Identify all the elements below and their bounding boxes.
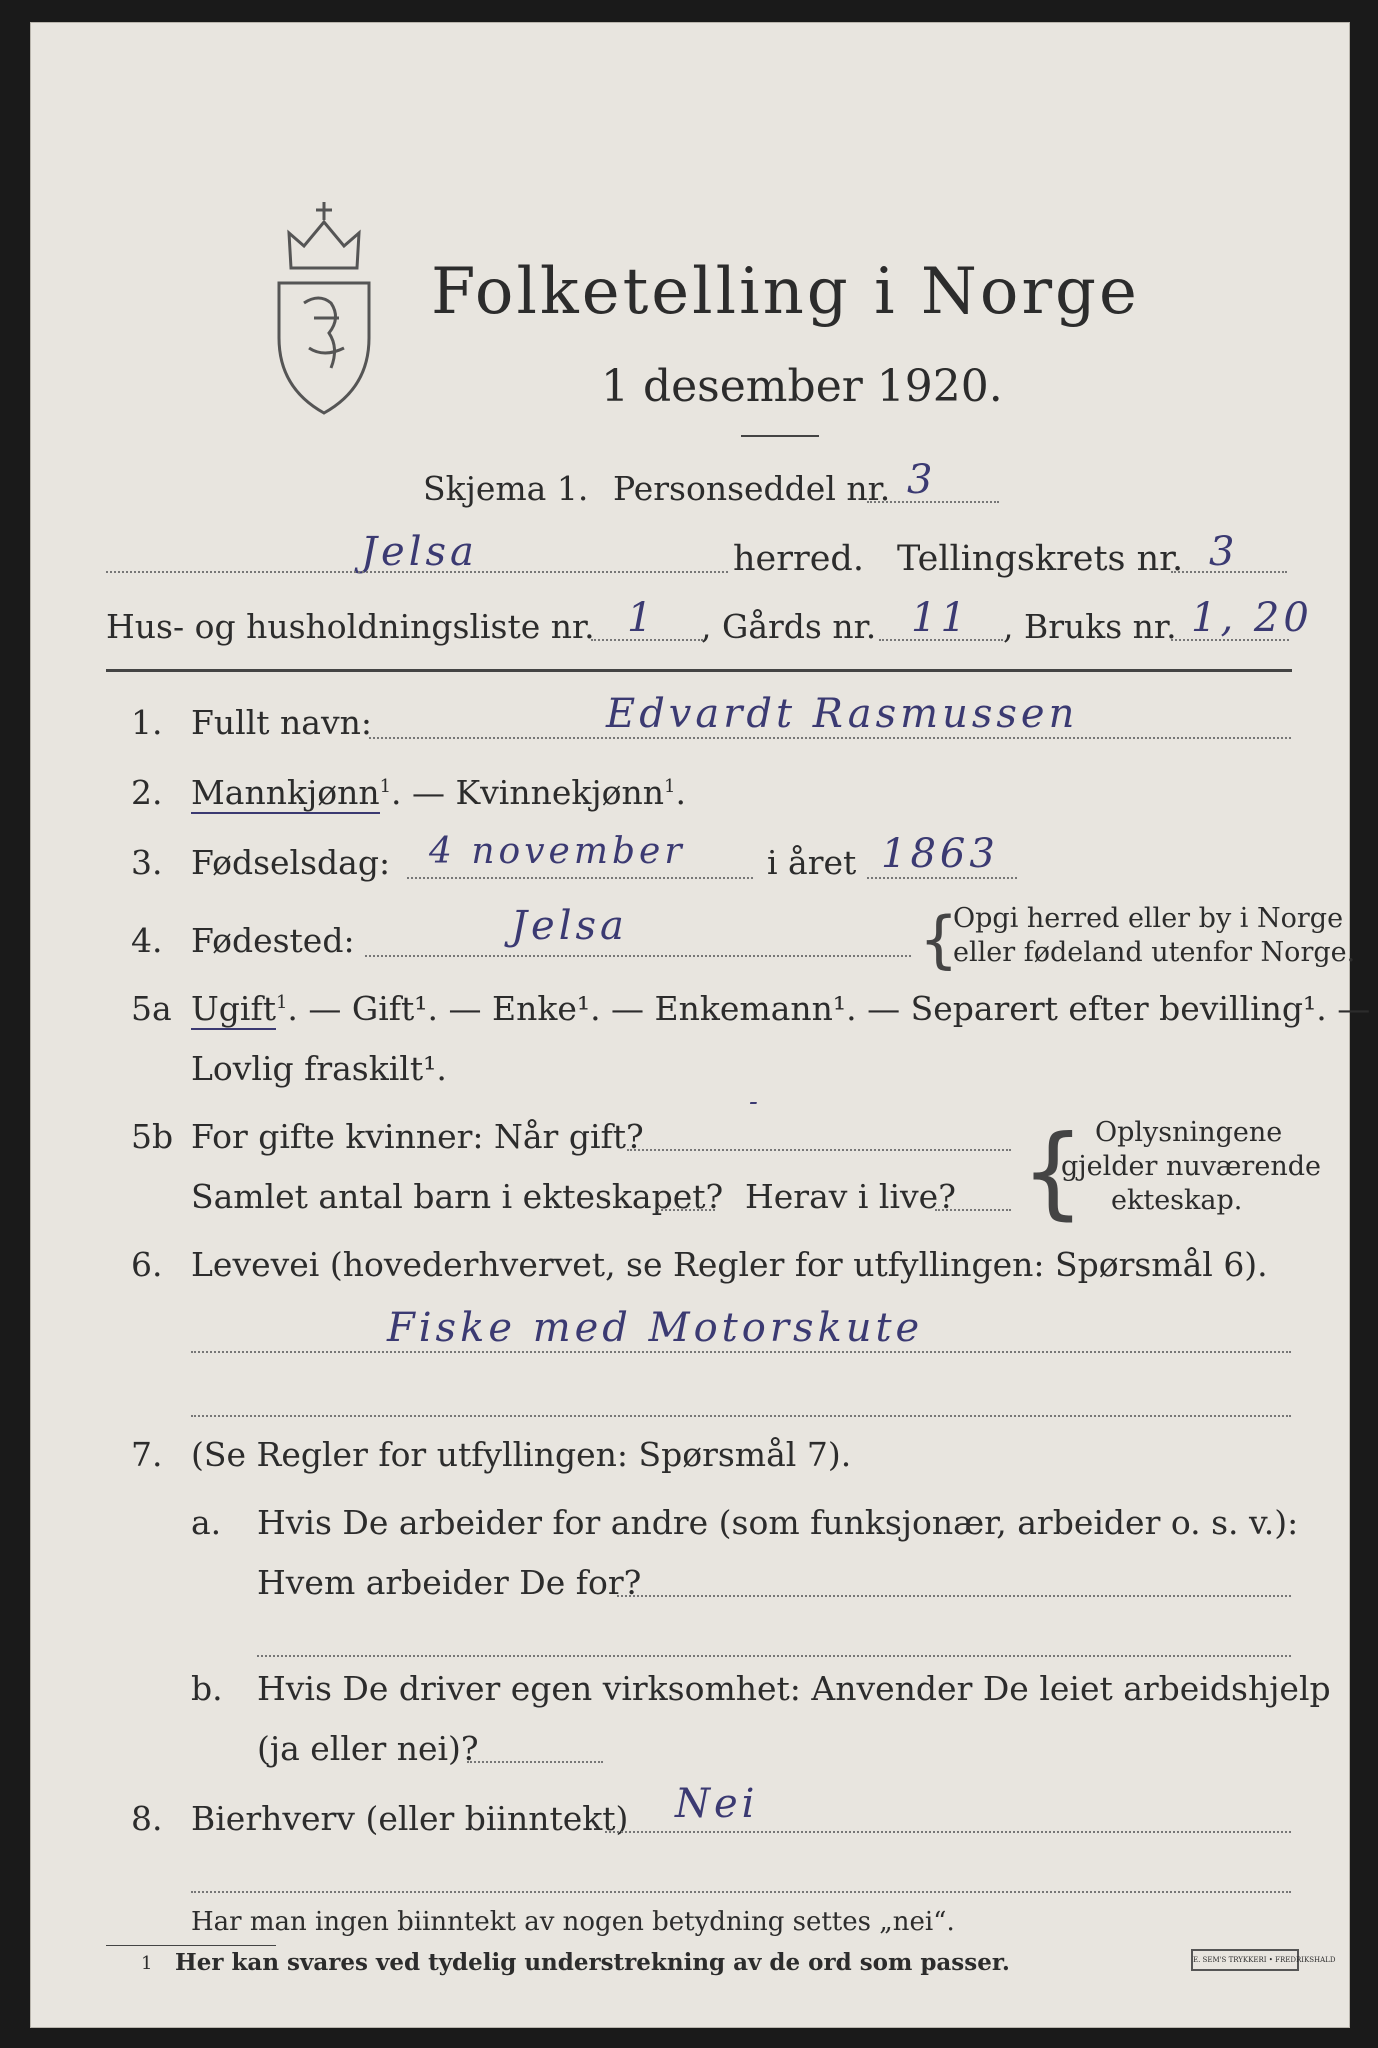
q5a-ugift: Ugift [191, 989, 276, 1028]
personseddel-label: Personseddel nr. [613, 469, 891, 508]
q1-field [369, 737, 1291, 739]
q5b-line1-value: - [749, 1087, 762, 1117]
q2-sup2: 1 [664, 776, 676, 797]
q7a-line2: Hvem arbeider De for? [257, 1563, 642, 1602]
title-rule [741, 435, 819, 437]
q2-text [191, 773, 686, 812]
gards-value: 11 [911, 595, 970, 641]
q6-value: Fiske med Motorskute [387, 1305, 924, 1351]
q7a-text: Hvis De arbeider for andre (som funksjonær, arbeider o. s. v.): [257, 1503, 1299, 1542]
q2-kvinne: . — Kvinnekjønn [391, 773, 664, 812]
norwegian-coat-of-arms-icon [269, 198, 379, 418]
q3-day-value: 4 november [429, 831, 686, 872]
personseddel-field [867, 501, 999, 503]
q7a-letter: a. [191, 1503, 222, 1542]
q8-value: Nei [675, 1781, 759, 1827]
q5a-sup: 1 [275, 992, 288, 1013]
q5b-note3: ekteskap. [1111, 1185, 1243, 1216]
q3-year-label: i året [767, 843, 857, 882]
q2-number: 2. [131, 773, 163, 812]
q7b-letter: b. [191, 1669, 223, 1708]
q6-field-2 [191, 1415, 1291, 1417]
q4-label: Fødested: [191, 921, 355, 960]
q5b-line1-field [627, 1149, 1011, 1151]
herred-field [106, 571, 728, 573]
footer-note: Har man ingen biinntekt av nogen betydning settes „nei“. [191, 1907, 955, 1937]
q7b-text: Hvis De driver egen virksomhet: Anvender De leiet arbeidshjelp [257, 1669, 1331, 1708]
q4-note-line1: Opgi herred eller by i Norge [953, 903, 1344, 934]
skjema-label: Skjema 1. [423, 469, 589, 508]
q4-number: 4. [131, 921, 163, 960]
q5b-ilive-field [935, 1209, 1011, 1211]
q3-number: 3. [131, 843, 163, 882]
tellingskrets-value: 3 [1209, 529, 1239, 575]
q2-end: . [675, 773, 686, 812]
q5b-brace: { [1021, 1113, 1085, 1230]
gards-field [879, 639, 1003, 641]
q1-value: Edvardt Rasmussen [606, 691, 1079, 737]
herred-label: herred. [733, 539, 864, 579]
q8-field-2 [191, 1891, 1291, 1893]
q5b-number: 5b [131, 1117, 174, 1156]
q6-number: 6. [131, 1245, 163, 1284]
bruks-value: 1, 20 [1191, 595, 1313, 641]
q5a-line2: Lovlig fraskilt¹. [191, 1049, 447, 1088]
q5b-note2: gjelder nuværende [1061, 1151, 1321, 1182]
q3-year-field [867, 877, 1017, 879]
herred-value: Jelsa [361, 529, 478, 575]
q2-sup1: 1 [379, 776, 392, 797]
footnote-text: Her kan svares ved tydelig understrekning av de ord som passer. [175, 1949, 1010, 1976]
q3-label: Fødselsdag: [191, 843, 391, 882]
q4-brace: { [919, 903, 959, 976]
bruks-label: , Bruks nr. [1003, 607, 1177, 646]
q5a-rest: . — Gift¹. — Enke¹. — Enkemann¹. — Separert efter bevilling¹. — [287, 989, 1371, 1028]
q5a-number: 5a [131, 989, 172, 1028]
gards-label: , Gårds nr. [701, 607, 877, 646]
q4-note-line2: eller fødeland utenfor Norge. [953, 937, 1356, 968]
q8-field-1 [605, 1831, 1291, 1833]
form-title: Folketelling i Norge [431, 255, 1140, 329]
tellingskrets-label: Tellingskrets nr. [897, 539, 1184, 579]
q5b-line2a: Samlet antal barn i ekteskapet? [191, 1177, 724, 1216]
tellingskrets-field [1171, 571, 1287, 573]
q2-mann: Mannkjønn [191, 773, 380, 812]
q7-number: 7. [131, 1435, 163, 1474]
q7b-field [467, 1761, 603, 1763]
q3-year-value: 1863 [881, 831, 999, 877]
q6-label: Levevei (hovederhvervet, se Regler for utfyllingen: Spørsmål 6). [191, 1245, 1268, 1284]
q5b-barn-field [657, 1209, 715, 1211]
q1-number: 1. [131, 703, 163, 742]
hus-label: Hus- og husholdningsliste nr. [106, 607, 595, 646]
q6-field-1 [191, 1351, 1291, 1353]
q5b-line2b: Herav i live? [745, 1177, 956, 1216]
q5b-note1: Oplysningene [1095, 1117, 1283, 1148]
q3-day-field [407, 877, 753, 879]
footnote-rule [106, 1945, 276, 1946]
census-date: 1 desember 1920. [601, 361, 1003, 412]
q4-field [365, 955, 911, 957]
q5a-text [191, 989, 1370, 1028]
footnote-mark: 1 [141, 1953, 153, 1974]
personseddel-value: 3 [907, 457, 937, 503]
header-divider [106, 669, 1292, 672]
q7-label: (Se Regler for utfyllingen: Spørsmål 7). [191, 1435, 852, 1474]
q7a-field-2 [257, 1655, 1291, 1657]
census-form [30, 22, 1371, 2028]
q8-label: Bierhverv (eller biinntekt) [191, 1799, 629, 1838]
printer-stamp: E. SEM'S TRYKKERI • FREDRIKSHALD [1191, 1949, 1299, 1971]
q5b-line1: For gifte kvinner: Når gift? [191, 1117, 644, 1156]
hus-value: 1 [627, 595, 657, 641]
q1-label: Fullt navn: [191, 703, 372, 742]
q7b-line2: (ja eller nei)? [257, 1729, 479, 1768]
q4-value: Jelsa [511, 903, 628, 949]
hus-field [591, 639, 703, 641]
bruks-field [1171, 639, 1289, 641]
q8-number: 8. [131, 1799, 163, 1838]
q7a-field-1 [617, 1595, 1291, 1597]
